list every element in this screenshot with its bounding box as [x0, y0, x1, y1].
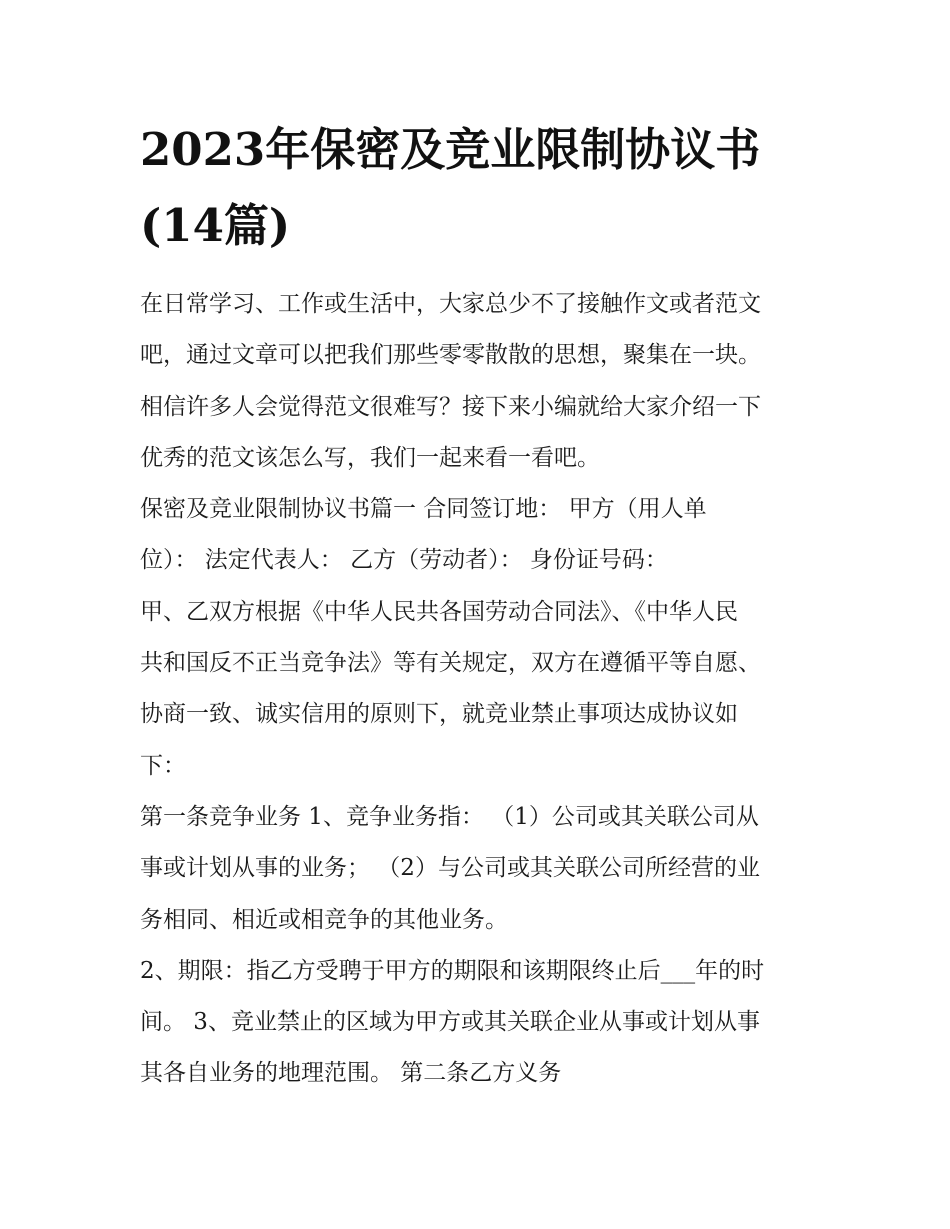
text-line: 其各自业务的地理范围。 第二条乙方义务	[140, 1060, 562, 1087]
text-line: 下：	[140, 752, 186, 779]
text-line: 务相同、相近或相竞争的其他业务。	[140, 906, 508, 933]
paragraph-contract-header	[140, 484, 820, 792]
text-line: 间。 3、竞业禁止的区域为甲方或其关联企业从事或计划从事	[140, 1009, 760, 1036]
title-line: (14篇)	[140, 199, 291, 252]
text-line: 第一条竞争业务 1、竞争业务指： （1）公司或其关联公司从	[140, 803, 759, 830]
text-line: 保密及竞业限制协议书篇一 合同签订地： 甲方（用人单	[140, 496, 707, 523]
paragraph-term	[140, 946, 820, 1100]
text-line: 事或计划从事的业务； （2）与公司或其关联公司所经营的业	[140, 855, 760, 882]
text-line: 协商一致、诚实信用的原则下，就竞业禁止事项达成协议如	[140, 701, 738, 728]
text-line: 甲、乙双方根据《中华人民共各国劳动合同法》、《中华人民	[140, 598, 738, 625]
text-line: 位）： 法定代表人： 乙方（劳动者）： 身份证号码：	[140, 547, 668, 574]
text-line: 2、期限：指乙方受聘于甲方的期限和该期限终止后___年的时	[140, 957, 765, 984]
document-title	[140, 112, 820, 264]
text-line: 优秀的范文该怎么写，我们一起来看一看吧。	[140, 444, 600, 471]
paragraph-intro	[140, 279, 820, 484]
document-body	[140, 279, 820, 1100]
text-line: 相信许多人会觉得范文很难写？接下来小编就给大家介绍一下	[140, 393, 761, 420]
title-line: 2023年保密及竞业限制协议书	[140, 123, 761, 176]
text-line: 在日常学习、工作或生活中，大家总少不了接触作文或者范文	[140, 291, 761, 317]
paragraph-article-one	[140, 792, 820, 946]
text-line: 共和国反不正当竞争法》等有关规定，双方在遵循平等自愿、	[140, 650, 761, 677]
text-line: 吧，通过文章可以把我们那些零零散散的思想，聚集在一块。	[140, 342, 761, 369]
